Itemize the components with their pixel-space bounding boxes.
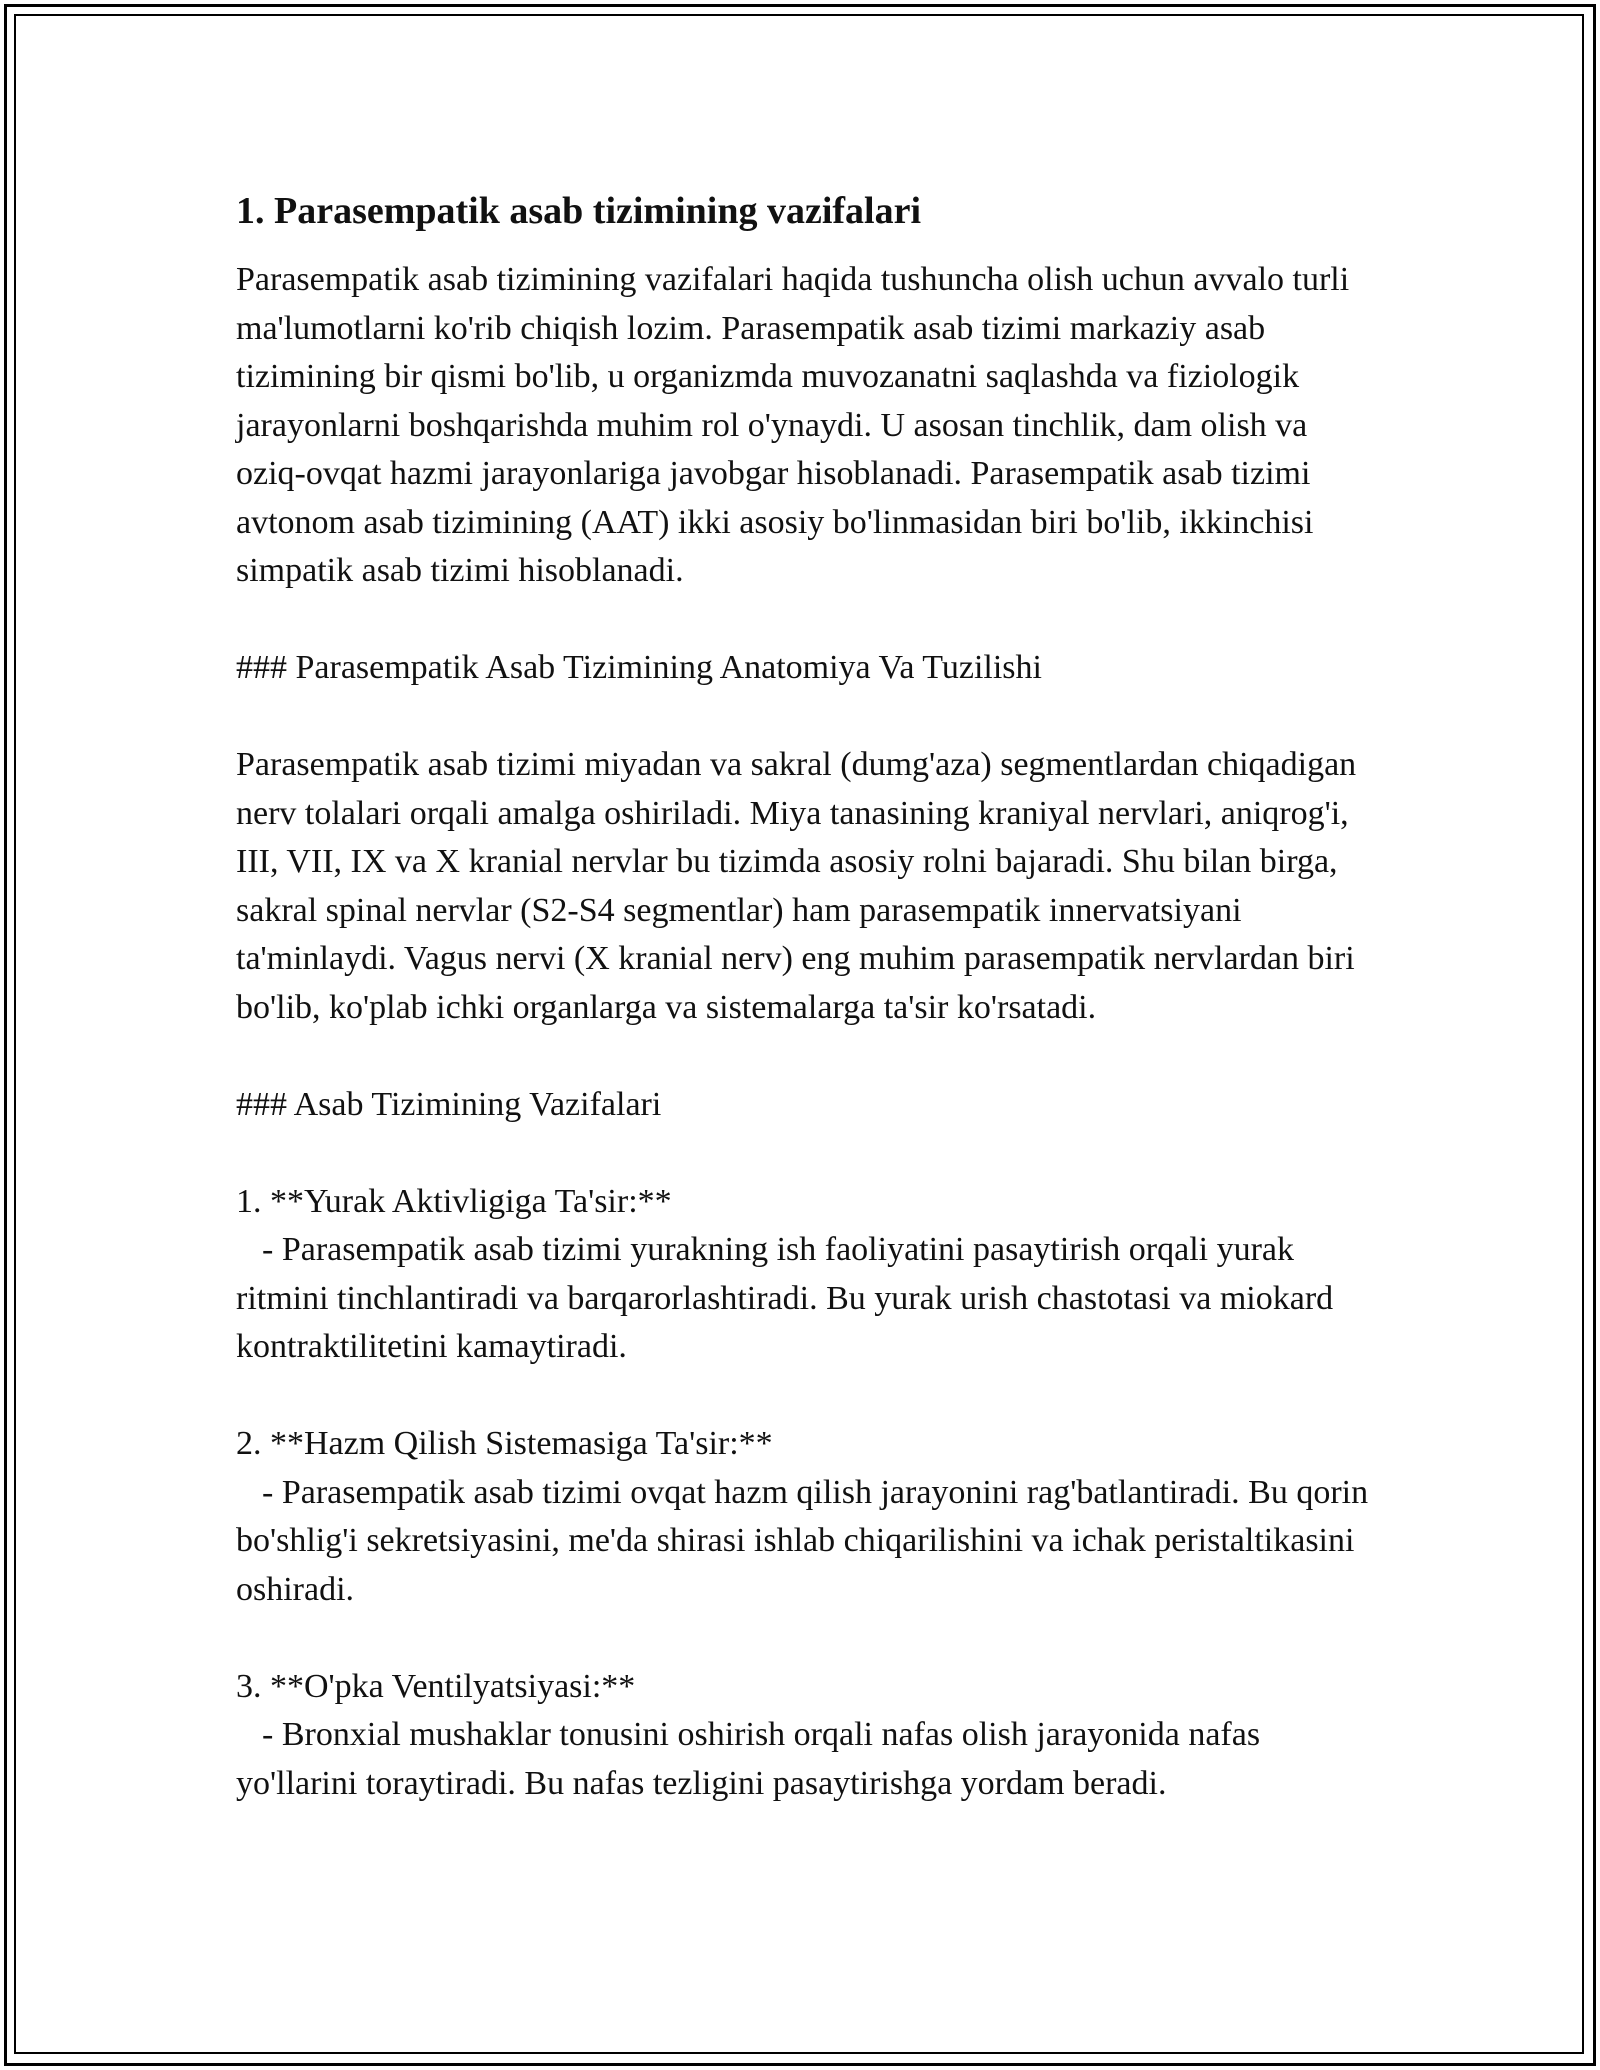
page-title: 1. Parasempatik asab tizimining vazifalari: [236, 190, 922, 232]
section-heading-functions: ### Asab Tizimining Vazifalari: [236, 1085, 662, 1123]
list-item-body: [236, 1469, 1376, 1615]
list-item-heading: 2. **Hazm Qilish Sistemasiga Ta'sir:**: [236, 1425, 773, 1462]
list-item-heading: 3. **O'pka Ventilyatsiyasi:**: [236, 1667, 636, 1705]
spacer: [236, 1614, 1376, 1663]
spacer: [236, 1129, 1376, 1178]
spacer: [236, 1032, 1376, 1081]
spacer: [236, 596, 1376, 645]
list-item-text: - Bronxial mushaklar tonusini oshirish orqali nafas olish jarayonida nafas yo'llarini toraytiradi. Bu nafas tezligini pasaytirishga yordam beradi.: [236, 1716, 1261, 1802]
section-heading-anatomy: ### Parasempatik Asab Tizimining Anatomiya Va Tuzilishi: [236, 649, 1042, 686]
document-body: [236, 188, 1376, 1808]
list-item-text: - Parasempatik asab tizimi yurakning ish faoliyatini pasaytirish orqali yurak ritmini tinchlantiradi va barqarorlashtiradi. Bu yurak urish chastotasi va miokard kontraktilitetini kamaytiradi.: [236, 1231, 1334, 1365]
spacer: [236, 693, 1376, 742]
anatomy-paragraph: Parasempatik asab tizimi miyadan va sakral (dumg'aza) segmentlardan chiqadigan nerv tolalari orqali amalga oshiriladi. Miya tanasining kraniyal nervlari, aniqrog'i, III, VII, IX va X kranial nervlar bu tizimda asosiy rolni bajaradi. Shu bilan birga, sakral spinal nervlar (S2-S4 segmentlar) ham parasempatik innervatsiyani ta'minlaydi. Vagus nervi (X kranial nerv) eng muhim parasempatik nervlardan biri bo'lib, ko'plab ichki organlarga va sistemalarga ta'sir ko'rsatadi.: [236, 746, 1357, 1026]
list-item-body: [236, 1226, 1376, 1372]
spacer: [236, 1372, 1376, 1421]
intro-paragraph: Parasempatik asab tizimining vazifalari haqida tushuncha olish uchun avvalo turli ma'lumotlarni ko'rib chiqish lozim. Parasempatik asab tizimi markaziy asab tizimining bir qismi bo'lib, u organizmda muvozanatni saqlashda va fiziologik jarayonlarni boshqarishda muhim rol o'ynaydi. U asosan tinchlik, dam olish va oziq-ovqat hazmi jarayonlariga javobgar hisoblanadi. Parasempatik asab tizimi avtonom asab tizimining (AAT) ikki asosiy bo'linmasidan biri bo'lib, ikkinchisi simpatik asab tizimi hisoblanadi.: [236, 261, 1350, 589]
list-item-text: - Parasempatik asab tizimi ovqat hazm qilish jarayonini rag'batlantiradi. Bu qorin bo'shlig'i sekretsiyasini, me'da shirasi ishlab chiqarilishini va ichak peristaltikasini oshiradi.: [236, 1473, 1369, 1608]
list-item-heading: 1. **Yurak Aktivligiga Ta'sir:**: [236, 1182, 672, 1220]
list-item-body: [236, 1711, 1376, 1808]
